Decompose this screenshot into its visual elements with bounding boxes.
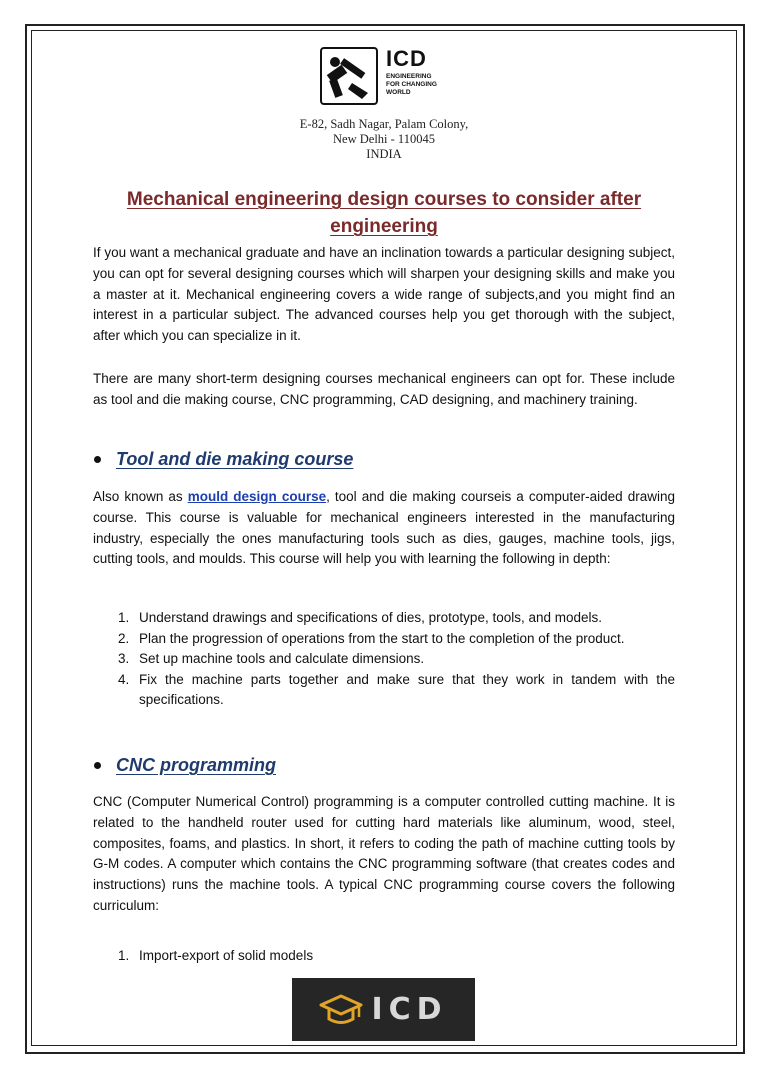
list-text: Plan the progression of operations from the start to the completion of the product. — [139, 630, 625, 646]
intro-text-1: If you want a mechanical graduate and have an inclination towards a particular designing subject, you can opt for several designing courses which will sharpen your designing skills and make you a master at it. Mechanical engineering covers a wide range of subjects,and you might find an interest in a particular subject. The advanced courses help you get thorough with the subject, after which you can specialize in it. — [93, 245, 675, 344]
section-tool-die-paragraph — [93, 487, 675, 570]
list-item — [118, 946, 675, 967]
intro-paragraph-1 — [93, 243, 675, 347]
list-text: Fix the machine parts together and make sure that they work in tandem with the specifications. — [139, 671, 675, 707]
tool-die-text-start: Also known as — [93, 489, 188, 504]
address-line-2: New Delhi - 110045 — [333, 132, 435, 146]
logo-text — [386, 47, 446, 97]
address-block — [240, 117, 528, 162]
tool-die-text-rest: , tool and die making courseis a computer-aided drawing course. This course is valuable for mechanical engineers interested in the manufacturing industry, especially the ones manufacturing tools such as dies, gauges, machine tools, jigs, cutting tools, and moulds. This course will help you with learning the following in depth: — [93, 489, 675, 567]
cnc-list — [118, 946, 675, 967]
list-item — [118, 670, 675, 711]
section-cnc-heading — [93, 755, 675, 776]
section-tool-die-heading — [93, 449, 675, 470]
bullet-icon — [94, 762, 101, 769]
list-text: Set up machine tools and calculate dimensions. — [139, 651, 425, 666]
tools-icon — [320, 47, 378, 105]
header-logo — [320, 47, 452, 109]
intro-paragraph-2 — [93, 369, 675, 411]
tool-die-list — [118, 608, 675, 711]
section-title-tool-die: Tool and die making course — [116, 449, 354, 469]
footer-logo-name: ICD — [371, 992, 448, 1027]
logo-tagline: ENGINEERING FOR CHANGING WORLD — [386, 73, 437, 96]
section-title-cnc: CNC programming — [116, 755, 277, 775]
document-title: Mechanical engineering design courses to consider after engineering — [126, 189, 642, 237]
list-number: 1. — [118, 610, 130, 625]
logo-name: ICD — [386, 46, 427, 71]
footer-logo — [292, 978, 475, 1041]
bullet-icon — [94, 456, 101, 463]
cnc-text: CNC (Computer Numerical Control) programming is a computer controlled cutting machine. It is related to the handheld router used for cutting hard materials like aluminum, wood, steel, composites, foams, and plastics. In short, it refers to coding the path of machine cutting tools by G-M codes. A computer which contains the CNC programming software (that creates codes and instructions) runs the machine tools. A typical CNC programming course covers the following curriculum: — [93, 794, 675, 913]
list-text: Import-export of solid models — [139, 948, 314, 963]
list-number: 3. — [118, 651, 130, 666]
mould-design-course-link[interactable]: mould design course — [187, 489, 327, 504]
address-line-3: INDIA — [366, 147, 402, 161]
list-item — [118, 629, 675, 650]
graduation-cap-icon — [319, 993, 363, 1027]
list-item — [118, 649, 675, 670]
list-item — [118, 608, 675, 629]
list-number: 1. — [118, 948, 130, 963]
list-text: Understand drawings and specifications of dies, prototype, tools, and models. — [139, 610, 603, 625]
list-number: 2. — [118, 630, 130, 646]
address-line-1: E-82, Sadh Nagar, Palam Colony, — [299, 117, 469, 131]
intro-text-2: There are many short-term designing courses mechanical engineers can opt for. These include as tool and die making course, CNC programming, CAD designing, and machinery training. — [93, 371, 675, 407]
section-cnc-paragraph — [93, 792, 675, 917]
list-number: 4. — [118, 671, 130, 687]
